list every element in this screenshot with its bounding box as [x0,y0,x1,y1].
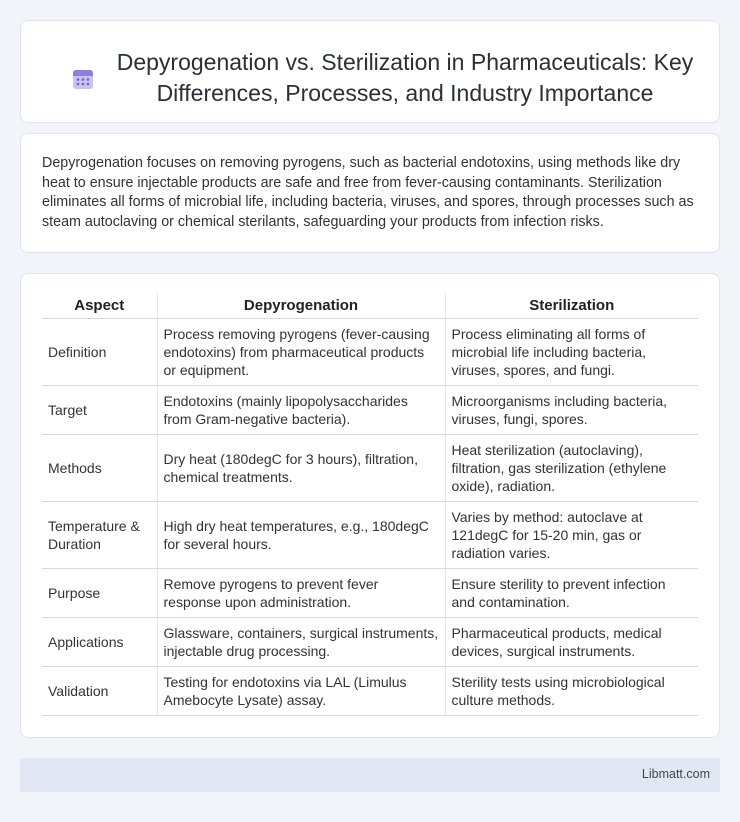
table-row [42,434,698,501]
table-card [20,273,720,738]
cell-sterilization: Pharmaceutical products, medical devices, surgical instruments. [445,617,698,666]
cell-depyrogenation: Glassware, containers, surgical instruments, injectable drug processing. [157,617,445,666]
table-header-row [42,294,698,318]
table-row [42,501,698,568]
footer-brand[interactable]: Libmatt.com [641,767,710,781]
table-row [42,568,698,617]
table-row [42,318,698,385]
intro-card [20,133,720,253]
header-depyrogenation: Depyrogenation [157,294,445,318]
comparison-table [42,294,698,716]
cell-aspect: Target [42,385,157,434]
header-sterilization: Sterilization [445,294,698,318]
table-row [42,617,698,666]
cell-sterilization: Sterility tests using microbiological culture methods. [445,666,698,715]
footer-bar [20,758,720,792]
cell-aspect: Definition [42,318,157,385]
page-title: Depyrogenation vs. Sterilization in Pharmaceuticals: Key Differences, Processes, and Industry Importance [116,49,694,106]
table-row [42,666,698,715]
cell-aspect: Validation [42,666,157,715]
cell-sterilization: Microorganisms including bacteria, viruses, fungi, spores. [445,385,698,434]
cell-depyrogenation: Dry heat (180degC for 3 hours), filtration, chemical treatments. [157,434,445,501]
calendar-icon [71,67,95,91]
title-card [20,20,720,123]
intro-paragraph: Depyrogenation focuses on removing pyrogens, such as bacterial endotoxins, using methods like dry heat to ensure injectable products are safe and free from fever-causing contaminants. Sterilization eliminates all forms of microbial life, including bacteria, viruses, and spores, through processes such as steam autoclaving or chemical sterilants, safeguarding your products from infection risks. [42,155,694,230]
cell-depyrogenation: Endotoxins (mainly lipopolysaccharides from Gram-negative bacteria). [157,385,445,434]
cell-aspect: Methods [42,434,157,501]
cell-depyrogenation: Testing for endotoxins via LAL (Limulus Amebocyte Lysate) assay. [157,666,445,715]
cell-sterilization: Ensure sterility to prevent infection and contamination. [445,568,698,617]
cell-aspect: Temperature & Duration [42,501,157,568]
cell-aspect: Purpose [42,568,157,617]
cell-sterilization: Heat sterilization (autoclaving), filtration, gas sterilization (ethylene oxide), radiation. [445,434,698,501]
cell-aspect: Applications [42,617,157,666]
cell-depyrogenation: Remove pyrogens to prevent fever response upon administration. [157,568,445,617]
cell-depyrogenation: High dry heat temperatures, e.g., 180degC for several hours. [157,501,445,568]
cell-sterilization: Process eliminating all forms of microbial life including bacteria, viruses, spores, and fungi. [445,318,698,385]
table-row [42,385,698,434]
header-aspect: Aspect [42,294,157,318]
cell-sterilization: Varies by method: autoclave at 121degC for 15-20 min, gas or radiation varies. [445,501,698,568]
cell-depyrogenation: Process removing pyrogens (fever-causing endotoxins) from pharmaceutical products or equipment. [157,318,445,385]
